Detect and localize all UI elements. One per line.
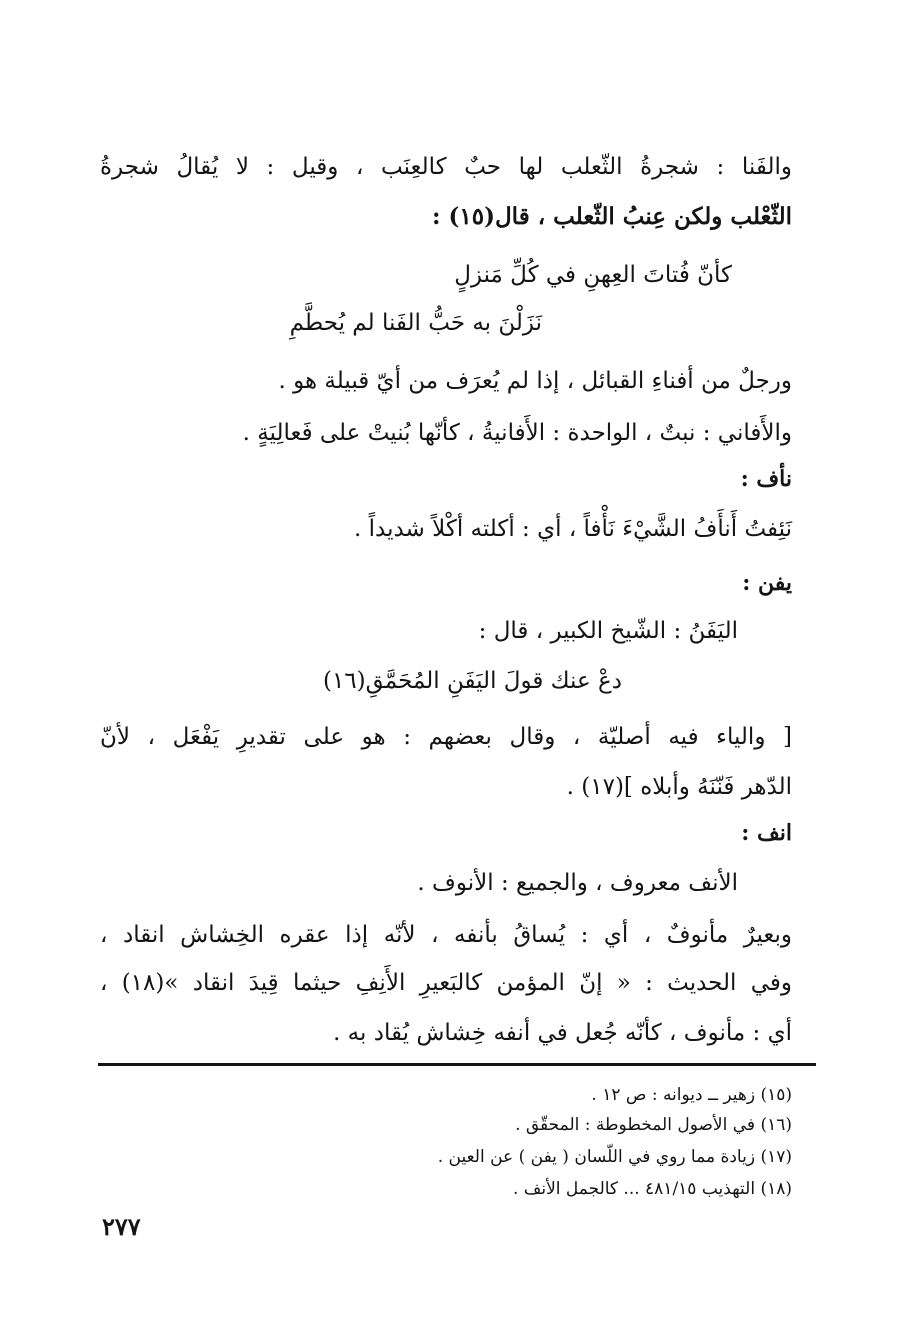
verse-line: دعْ عنك قولَ اليَفَنِ المُحَمَّقِ(١٦) (322, 668, 622, 694)
verse-line: نَزَلْنَ به حَبُّ الفَنا لم يُحطَّمِ (289, 310, 542, 336)
text-line: وفي الحديث : « إنّ المؤمن كالبَعيرِ الأَنِفِ حيثما قِيدَ انقاد »(١٨) ، (100, 970, 792, 996)
entry-heading: يفن : (742, 570, 792, 596)
text-line: [ والياء فيه أصليّة ، وقال بعضهم : هو على تقديرِ يَفْعَل ، لأنّ (100, 724, 792, 750)
text-line: نَئِفتُ أَنأَفُ الشَّيْءَ نَأْفاً ، أي : أكلته أكْلاً شديداً . (354, 516, 792, 542)
footnote: (١٨) التهذيب ٤٨١/١٥ ... كالجمل الأنف . (512, 1179, 792, 1199)
text-line: الأنف معروف ، والجميع : الأنوف . (417, 870, 738, 896)
page-number: ٢٧٧ (102, 1212, 141, 1241)
footnote-divider (98, 1063, 816, 1066)
text-line: اليَفَنُ : الشّيخ الكبير ، قال : (478, 618, 738, 644)
text-line: ورجلٌ من أفناءِ القبائل ، إذا لم يُعرَف من أيّ قبيلة هو . (278, 368, 792, 394)
footnote: (١٥) زهير ــ ديوانه : ص ١٢ . (591, 1085, 792, 1105)
text-line: الثّعْلب ولكن عِنبُ الثّعلب ، قال(١٥) : (431, 203, 792, 230)
footnote: (١٧) زيادة مما روي في اللّسان ( يفن ) عن العين . (437, 1147, 792, 1167)
footnote: (١٦) في الأصول المخطوطة : المحقّق . (515, 1115, 792, 1135)
text-line: الدّهر فَنّنَهُ وأبلاه ](١٧) . (566, 774, 792, 800)
entry-heading: نأف : (740, 466, 792, 492)
verse-line: كأنّ فُتاتَ العِهنِ في كُلِّ مَنزلٍ (454, 262, 732, 288)
text-line: والفَنا : شجرةُ الثّعلب لها حبٌ كالعِنَب ، وقيل : لا يُقالُ شجرةُ (100, 154, 792, 180)
text-line: والأَفاني : نبتٌ ، الواحدة : الأَفانيةُ ، كأنّها بُنيتْ على فَعالِيَةٍ . (242, 420, 792, 446)
entry-heading: انف : (741, 820, 792, 846)
text-line: أي : مأنوف ، كأنّه جُعل في أنفه خِشاش يُقاد به . (333, 1020, 792, 1046)
text-line: وبعيرٌ مأنوفٌ ، أي : يُساقُ بأنفه ، لأنّه إذا عقره الخِشاش انقاد ، (100, 922, 792, 948)
